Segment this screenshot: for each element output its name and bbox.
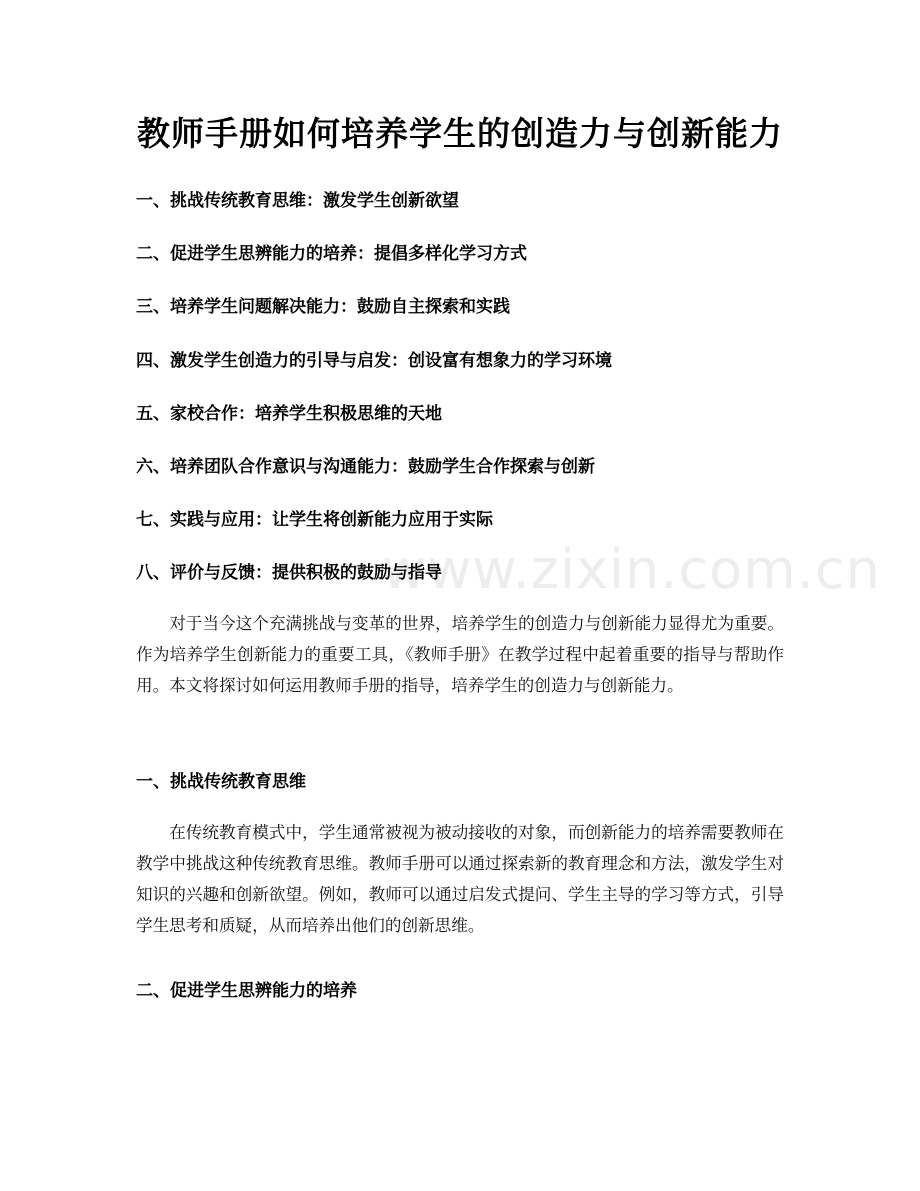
document-title: 教师手册如何培养学生的创造力与创新能力 [137, 114, 783, 153]
toc-item: 六、培养团队合作意识与沟通能力：鼓励学生合作探索与创新 [136, 456, 595, 477]
toc-item: 七、实践与应用：让学生将创新能力应用于实际 [136, 510, 493, 531]
toc-item: 三、培养学生问题解决能力：鼓励自主探索和实践 [136, 297, 510, 318]
toc-item: 五、家校合作：培养学生积极思维的天地 [136, 403, 442, 424]
toc-item: 一、挑战传统教育思维：激发学生创新欲望 [136, 191, 459, 211]
toc-item: 四、激发学生创造力的引导与启发：创设富有想象力的学习环境 [136, 350, 612, 371]
table-of-contents [136, 186, 786, 612]
intro-paragraph: 对于当今这个充满挑战与变革的世界，培养学生的创造力与创新能力显得尤为重要。作为培养学生创新能力的重要工具，《教师手册》在教学过程中起着重要的指导与帮助作用。本文将探讨如何运用教师手册的指导，培养学生的创造力与创新能力。 [136, 614, 784, 695]
toc-item: 二、促进学生思辨能力的培养：提倡多样化学习方式 [136, 244, 527, 265]
section-heading: 二、促进学生思辨能力的培养 [136, 981, 357, 1001]
section-paragraph: 在传统教育模式中，学生通常被视为被动接收的对象，而创新能力的培养需要教师在教学中挑战这种传统教育思维。教师手册可以通过探索新的教育理念和方法，激发学生对知识的兴趣和创新欲望。例如，教师可以通过启发式提问、学生主导的学习等方式，引导学生思考和质疑，从而培养出他们的创新思维。 [136, 823, 784, 935]
watermark: www.zixin.com.cn [382, 538, 881, 601]
section-heading: 一、挑战传统教育思维 [136, 772, 306, 792]
toc-item: 八、评价与反馈：提供积极的鼓励与指导 [136, 563, 442, 584]
